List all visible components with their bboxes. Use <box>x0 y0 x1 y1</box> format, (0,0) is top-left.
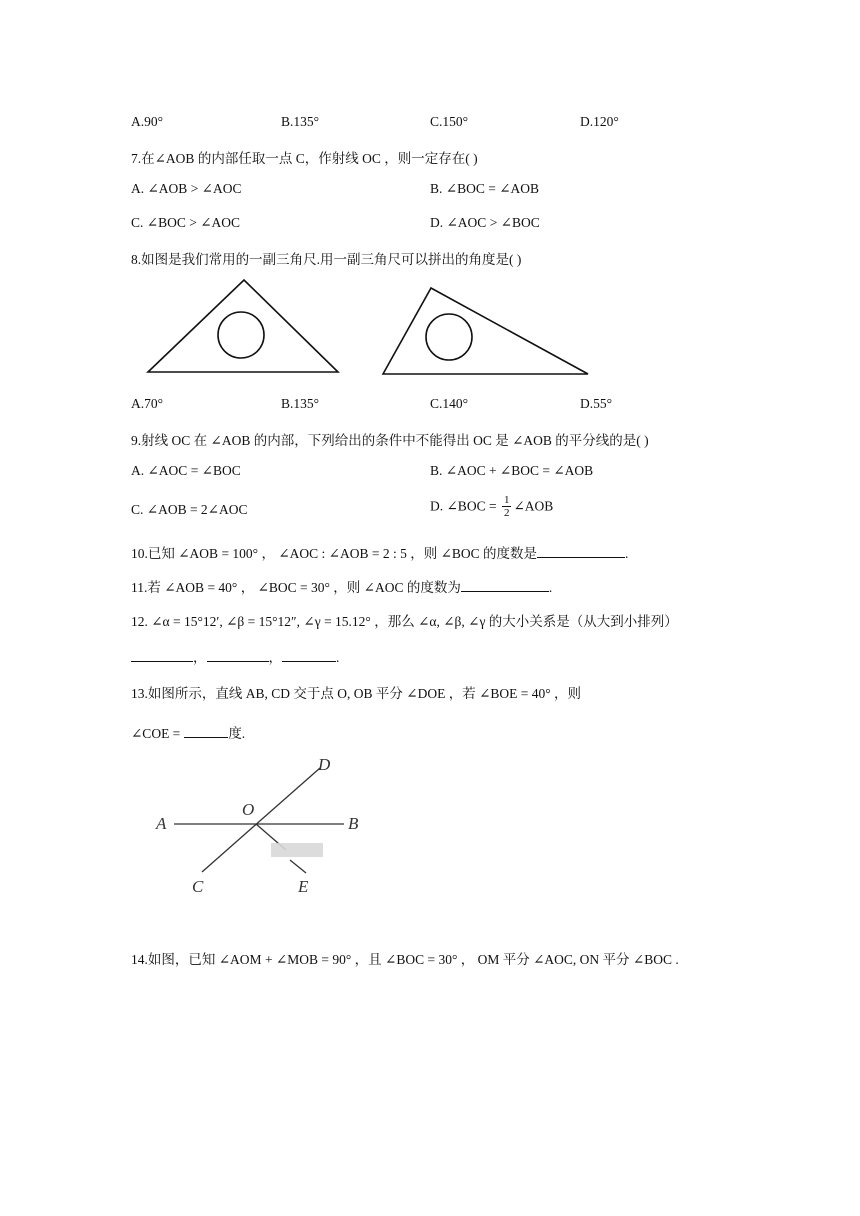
q8-option-b: B.135° <box>281 396 320 411</box>
label-o: O <box>242 800 255 819</box>
q13-answer-line <box>131 722 245 742</box>
q7-option-c: C. ∠BOC > ∠AOC <box>131 215 241 230</box>
q6-option-c: C.150° <box>430 114 469 129</box>
q6-option-d: D.120° <box>580 114 619 129</box>
q7-option-b: B. ∠BOC = ∠AOB <box>430 181 540 196</box>
q13-stem: 13.如图所示，直线 AB, CD 交于点 O, OB 平分 ∠DOE ，若 ∠BOE = 40° ，则 <box>131 686 582 701</box>
q9-option-d-prefix: D. ∠BOC = <box>430 498 500 514</box>
q8-option-a: A.70° <box>131 396 164 411</box>
q7-option-a: A. ∠AOB > ∠AOC <box>131 181 242 196</box>
q12-sep-1: ， <box>193 650 207 665</box>
q9-option-a: A. ∠AOC = ∠BOC <box>131 463 241 478</box>
q12-sep-2: ， <box>268 650 282 665</box>
q9-option-d <box>430 494 553 519</box>
q12-stem: 12. ∠α = 15°12′, ∠β = 15°12″, ∠γ = 15.12° ，那么 ∠α, ∠β, ∠γ 的大小关系是（从大到小排列） <box>131 614 678 629</box>
q10-end: . <box>625 546 629 561</box>
label-d: D <box>318 755 331 774</box>
q11-line <box>131 576 552 596</box>
q11-end: . <box>548 580 553 595</box>
q9-option-b: B. ∠AOC + ∠BOC = ∠AOB <box>430 463 594 478</box>
q10-text: 10.已知 ∠AOB = 100° ， ∠AOC : ∠AOB = 2 : 5 ，则 ∠BOC 的度数是 <box>131 546 538 561</box>
q8-triangles-figure <box>140 276 600 380</box>
q8-stem: 8.如图是我们常用的一副三角尺.用一副三角尺可以拼出的角度是( ) <box>131 252 522 267</box>
q6-option-b: B.135° <box>281 114 320 129</box>
q13-line2-suffix: 度. <box>228 726 246 741</box>
q10-answer-blank <box>537 545 625 558</box>
q8-option-c: C.140° <box>430 396 469 411</box>
q11-text: 11.若 ∠AOB = 40° ， ∠BOC = 30° ，则 ∠AOC 的度数为 <box>131 580 461 595</box>
label-b: B <box>348 814 359 833</box>
label-c: C <box>192 877 204 896</box>
q13-line2-prefix: ∠COE = <box>131 726 181 741</box>
q9-stem: 9.射线 OC 在 ∠AOB 的内部，下列给出的条件中不能得出 OC 是 ∠AOB 的平分线的是( ) <box>131 433 649 448</box>
label-a: A <box>156 814 167 833</box>
triangle-ruler-30-60 <box>383 288 588 374</box>
q12-answer-line <box>131 646 339 666</box>
q10-line <box>131 542 628 562</box>
q7-stem: 7.在∠AOB 的内部任取一点 C，作射线 OC ，则一定存在( ) <box>131 151 478 166</box>
q13-lines-figure <box>148 752 388 900</box>
half-fraction <box>502 494 512 519</box>
q11-answer-blank <box>461 579 549 592</box>
fraction-denominator: 2 <box>503 507 510 519</box>
q9-option-d-suffix: ∠AOB <box>513 498 554 514</box>
q12-blank-2 <box>207 649 269 662</box>
label-e: E <box>298 877 309 896</box>
q7-option-d: D. ∠AOC > ∠BOC <box>430 215 540 230</box>
triangle-hole-45 <box>218 312 264 358</box>
q12-end: . <box>336 650 340 665</box>
q9-option-c: C. ∠AOB = 2∠AOC <box>131 502 248 517</box>
q6-option-a: A.90° <box>131 114 164 129</box>
ray-oe-lower <box>290 860 306 873</box>
q13-answer-blank <box>184 725 228 738</box>
fraction-numerator: 1 <box>503 494 510 506</box>
q12-blank-3 <box>282 649 336 662</box>
q14-stem: 14.如图，已知 ∠AOM + ∠MOB = 90° ，且 ∠BOC = 30° ， OM 平分 ∠AOC, ON 平分 ∠BOC . <box>131 952 679 967</box>
q12-blank-1 <box>131 649 193 662</box>
q8-option-d: D.55° <box>580 396 613 411</box>
triangle-hole-30-60 <box>426 314 472 360</box>
blurred-mark <box>271 843 323 857</box>
